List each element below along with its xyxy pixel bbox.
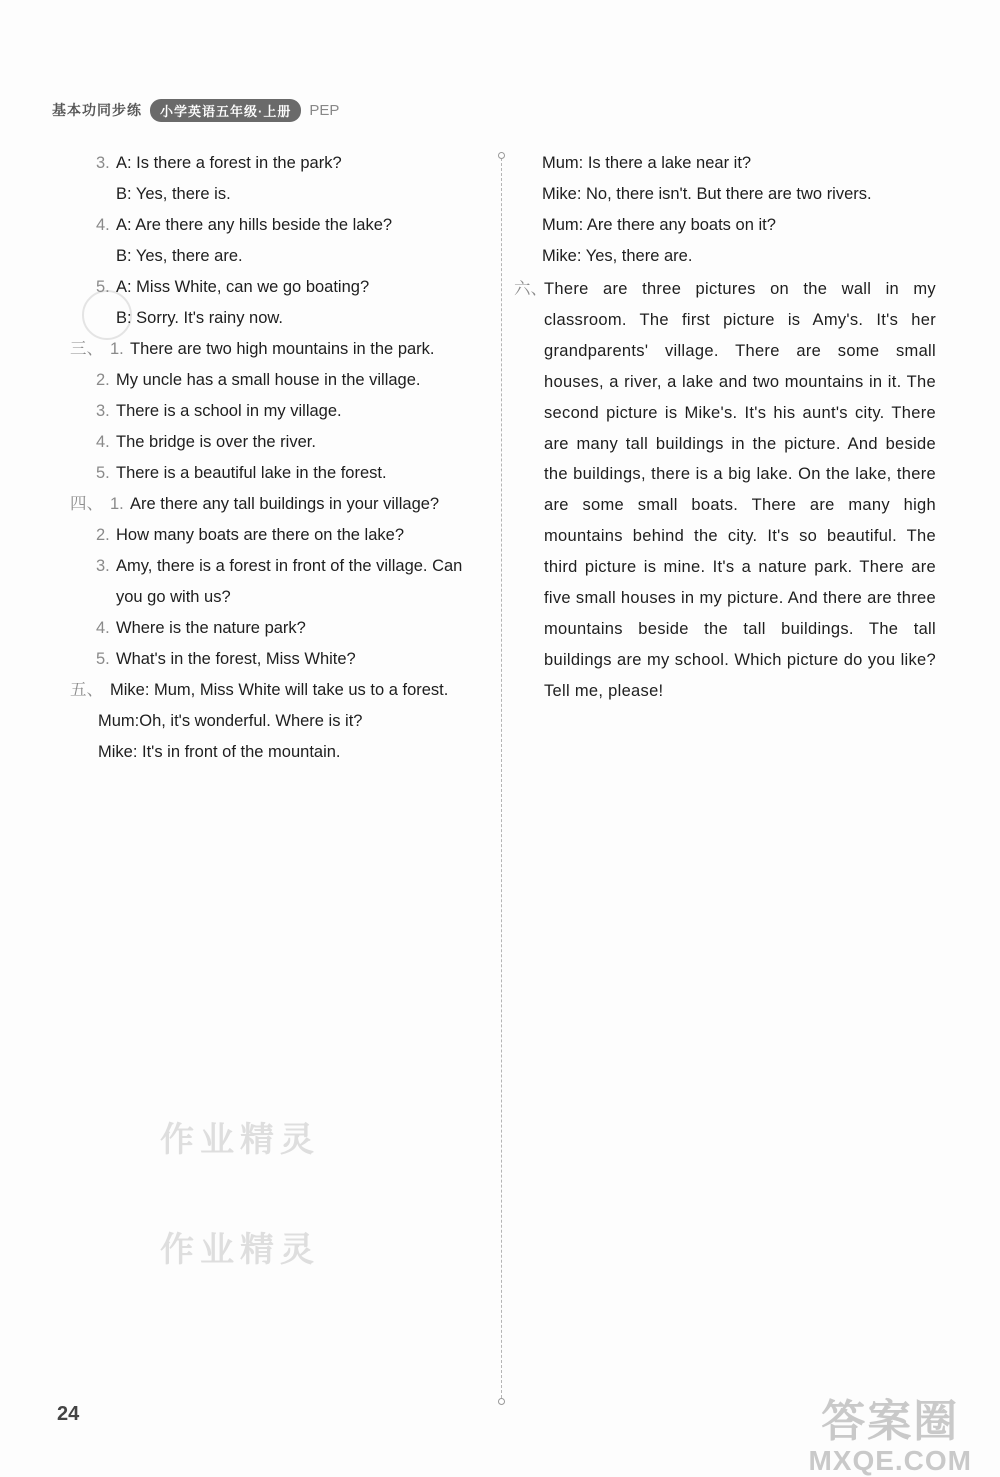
series-title: 基本功同步练 — [52, 102, 142, 118]
section-6-paragraph: There are three pictures on the wall in my classroom. The first picture is Amy's. It's her grandparents' village. There are some small houses, a river, a lake and two mountains in it. The second picture is Mike's. It's his aunt's city. There are many tall buildings in the picture. And beside the buildings, there is a big lake. On the lake, there are some small boats. There are many high mountains behind the city. It's so beautiful. The third picture is mine. It's a nature park. There are five small houses in my picture. And there are three mountains beside the tall buildings. The tall buildings are my school. Which picture do you like? Tell me, please! — [544, 280, 936, 700]
answer-line: 2. My uncle has a small house in the village. — [96, 371, 421, 389]
answer-line: B: Yes, there are. — [116, 247, 243, 265]
divider-dot-bottom — [498, 1398, 505, 1405]
answer-line: 4. The bridge is over the river. — [96, 433, 316, 451]
right-column — [512, 148, 942, 272]
answer-line: 3. Amy, there is a forest in front of the village. Can — [96, 557, 463, 575]
watermark-text: 作业精灵 — [160, 1230, 320, 1270]
section-marker: 三、 — [70, 340, 103, 358]
answer-line: 4. A: Are there any hills beside the lake? — [96, 216, 393, 234]
answer-line: 2. How many boats are there on the lake? — [96, 526, 405, 544]
section-marker: 四、 — [70, 495, 103, 513]
answer-line: you go with us? — [116, 588, 231, 606]
left-column — [60, 148, 500, 768]
answer-line: Mike: Yes, there are. — [542, 247, 693, 265]
column-divider — [501, 158, 502, 1398]
section-6-marker: 六、 — [514, 280, 547, 298]
edition-label: PEP — [309, 101, 340, 119]
answer-line: Mum: Are there any boats on it? — [542, 216, 776, 234]
grade-badge: 小学英语五年级·上册 — [150, 99, 301, 122]
corner-logo — [808, 1385, 972, 1477]
answer-line: 5. There is a beautiful lake in the forest. — [96, 464, 387, 482]
answer-line: 5. What's in the forest, Miss White? — [96, 650, 356, 668]
watermark-text: 作业精灵 — [160, 1120, 320, 1160]
answer-line: Mum: Is there a lake near it? — [542, 154, 752, 172]
answer-line: Mike: It's in front of the mountain. — [98, 743, 341, 761]
section-3-line: 三、 1. There are two high mountains in the park. — [60, 334, 500, 365]
page-number: 24 — [57, 1403, 80, 1425]
answer-line: 3. A: Is there a forest in the park? — [96, 154, 342, 172]
section-marker: 五、 — [70, 681, 103, 699]
answer-line: Mum:Oh, it's wonderful. Where is it? — [98, 712, 363, 730]
section-4-line: 四、 1. Are there any tall buildings in your village? — [60, 489, 500, 520]
answer-line: 4. Where is the nature park? — [96, 619, 306, 637]
answer-line: B: Sorry. It's rainy now. — [116, 309, 283, 327]
answer-line: B: Yes, there is. — [116, 185, 231, 203]
divider-dot-top — [498, 152, 505, 159]
answer-line: 5. A: Miss White, can we go boating? — [96, 278, 370, 296]
answer-line: 3. There is a school in my village. — [96, 402, 342, 420]
page-header — [52, 98, 339, 122]
corner-logo-cn: 答案圈 — [821, 1396, 960, 1447]
corner-logo-en: MXQE.COM — [808, 1445, 972, 1476]
section-5-line: 五、 Mike: Mum, Miss White will take us to a forest. — [60, 675, 500, 706]
answer-line: Mike: No, there isn't. But there are two rivers. — [542, 185, 872, 203]
